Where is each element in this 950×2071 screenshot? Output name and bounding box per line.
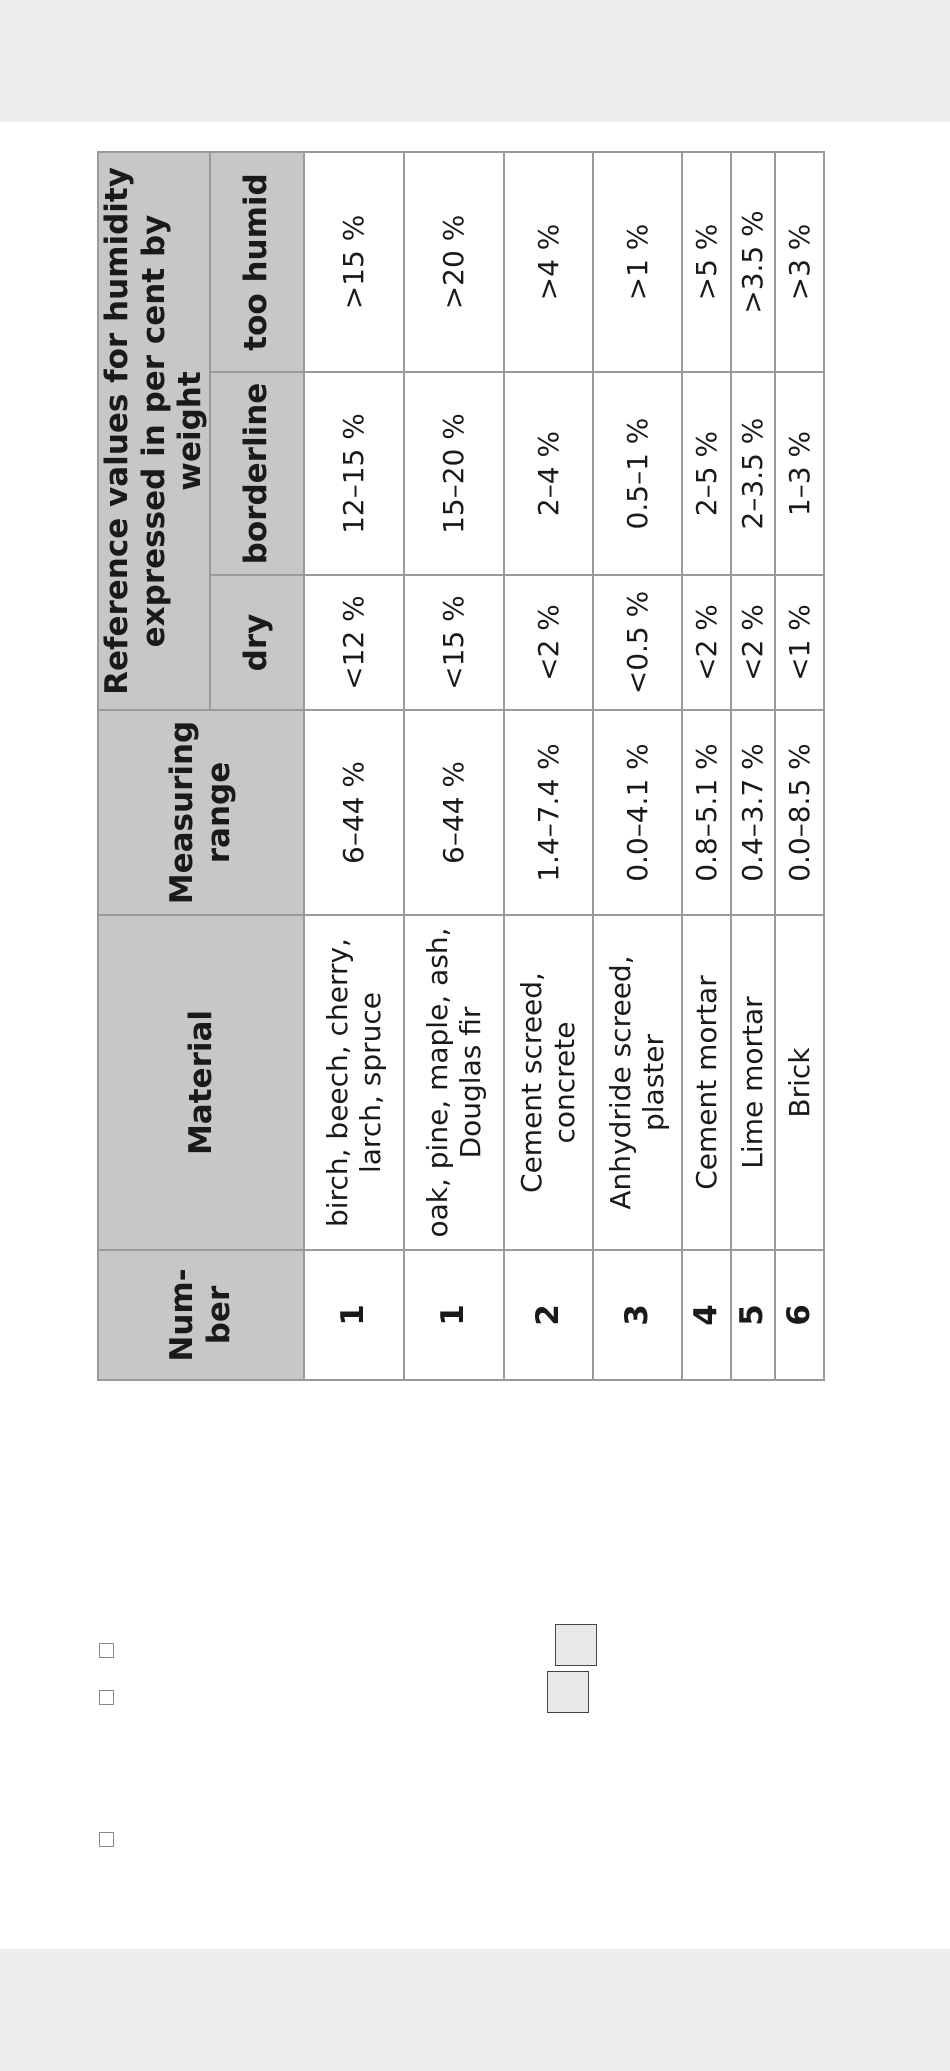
header-range [98, 710, 304, 915]
row-range: 0.4–3.7 % [731, 710, 775, 915]
table-row [682, 152, 731, 1380]
row-dry: <0.5 % [593, 575, 682, 710]
row-material: birch, beech, cherry, larch, spruce [304, 915, 404, 1250]
header-number [98, 1250, 304, 1380]
header-row-top [98, 152, 210, 1380]
row-borderline: 12–15 % [304, 372, 404, 575]
row-material: Lime mortar [731, 915, 775, 1250]
header-reference-label: Reference values for humidity expressed in per cent by weight [99, 167, 209, 695]
humidity-reference-table [97, 151, 825, 1381]
square-marker [555, 1624, 597, 1666]
row-range: 6–44 % [404, 710, 504, 915]
row-borderline: 2–3.5 % [731, 372, 775, 575]
header-range-label: Measuring range [164, 720, 237, 905]
row-too-humid: >3.5 % [731, 152, 775, 372]
rotated-table-container [97, 153, 817, 1381]
table-row [731, 152, 775, 1380]
header-reference-values [98, 152, 210, 710]
row-number: 2 [504, 1250, 593, 1380]
table-row [304, 152, 404, 1380]
row-dry: <1 % [775, 575, 824, 710]
row-too-humid: >1 % [593, 152, 682, 372]
row-borderline: 0.5–1 % [593, 372, 682, 575]
row-number: 3 [593, 1250, 682, 1380]
square-marker [547, 1671, 589, 1713]
header-borderline-label: borderline [238, 382, 275, 565]
row-borderline: 15–20 % [404, 372, 504, 575]
row-too-humid: >15 % [304, 152, 404, 372]
header-dry [210, 575, 304, 710]
row-range: 0.8–5.1 % [682, 710, 731, 915]
row-dry: <2 % [731, 575, 775, 710]
row-dry: <2 % [682, 575, 731, 710]
row-too-humid: >20 % [404, 152, 504, 372]
checkbox-marker[interactable] [99, 1643, 114, 1658]
header-borderline [210, 372, 304, 575]
checkbox-marker[interactable] [99, 1690, 114, 1705]
table-row [593, 152, 682, 1380]
row-number: 1 [304, 1250, 404, 1380]
row-borderline: 2–4 % [504, 372, 593, 575]
row-dry: <15 % [404, 575, 504, 710]
row-range: 1.4–7.4 % [504, 710, 593, 915]
row-too-humid: >4 % [504, 152, 593, 372]
row-number: 5 [731, 1250, 775, 1380]
row-number: 4 [682, 1250, 731, 1380]
row-range: 6–44 % [304, 710, 404, 915]
row-material: Anhydride screed, plaster [593, 915, 682, 1250]
row-dry: <12 % [304, 575, 404, 710]
header-material-label: Material [182, 1009, 219, 1156]
table-row [404, 152, 504, 1380]
row-number: 6 [775, 1250, 824, 1380]
row-too-humid: >5 % [682, 152, 731, 372]
table-row [775, 152, 824, 1380]
row-range: 0.0–8.5 % [775, 710, 824, 915]
row-material: Cement mortar [682, 915, 731, 1250]
checkbox-marker[interactable] [99, 1832, 114, 1847]
row-dry: <2 % [504, 575, 593, 710]
row-number: 1 [404, 1250, 504, 1380]
header-too-humid [210, 152, 304, 372]
row-material: oak, pine, maple, ash, Douglas fir [404, 915, 504, 1250]
header-too-humid-label: too humid [238, 173, 275, 351]
row-borderline: 1–3 % [775, 372, 824, 575]
header-material [98, 915, 304, 1250]
row-material: Brick [775, 915, 824, 1250]
header-number-label: Num- ber [164, 1268, 237, 1362]
row-borderline: 2–5 % [682, 372, 731, 575]
row-too-humid: >3 % [775, 152, 824, 372]
row-material: Cement screed, concrete [504, 915, 593, 1250]
row-range: 0.0–4.1 % [593, 710, 682, 915]
header-dry-label: dry [238, 613, 275, 672]
table-row [504, 152, 593, 1380]
